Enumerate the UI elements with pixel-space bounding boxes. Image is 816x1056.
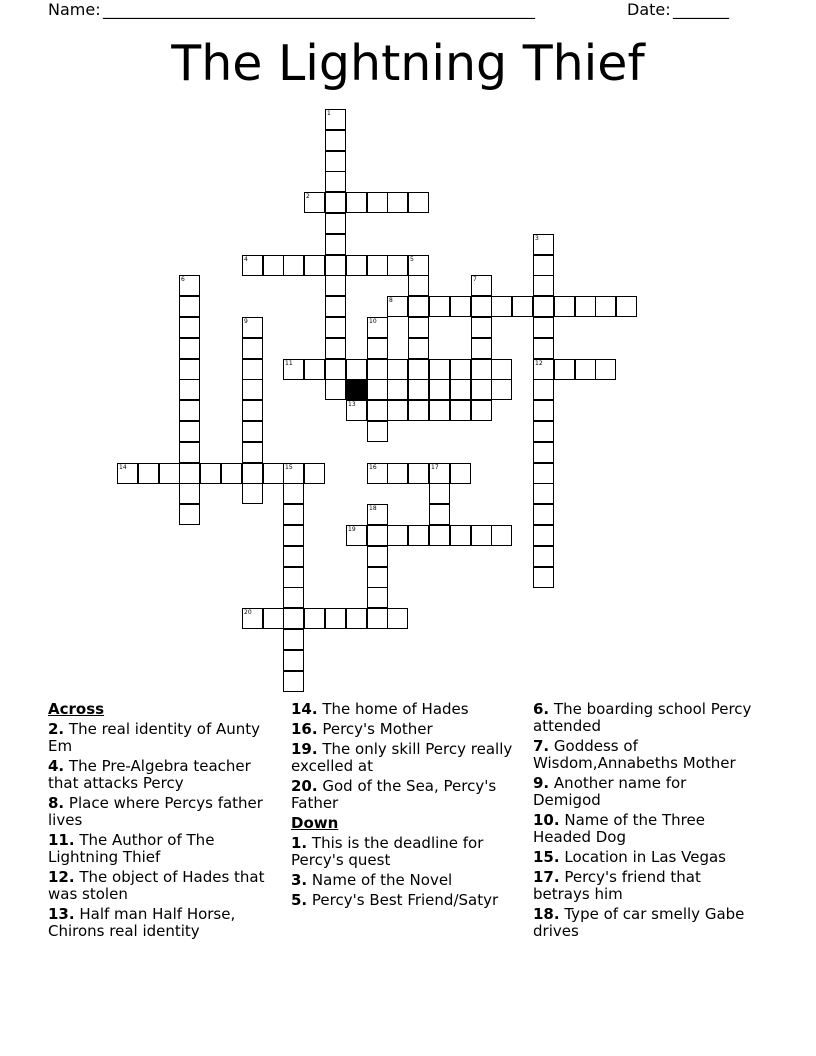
cell-number: 15 xyxy=(285,464,293,471)
grid-cell[interactable] xyxy=(283,463,304,484)
grid-cell[interactable] xyxy=(533,234,554,255)
clue-number: 2. xyxy=(48,720,65,738)
grid-cell[interactable] xyxy=(283,629,304,650)
clue-text: The boarding school Percy attended xyxy=(533,700,752,735)
grid-cell[interactable] xyxy=(408,317,429,338)
clues-column-2 xyxy=(291,701,516,912)
grid-cell[interactable] xyxy=(179,442,200,463)
grid-cell[interactable] xyxy=(367,525,388,546)
grid-cell[interactable] xyxy=(387,255,408,276)
grid-cell[interactable] xyxy=(367,359,388,380)
grid-cell[interactable] xyxy=(367,587,388,608)
grid-cell[interactable] xyxy=(450,463,471,484)
grid-cell[interactable] xyxy=(242,442,263,463)
grid-cell[interactable] xyxy=(408,338,429,359)
grid-cell[interactable] xyxy=(346,359,367,380)
grid-cell[interactable] xyxy=(429,463,450,484)
clue-text: The only skill Percy really excelled at xyxy=(291,740,513,775)
grid-cell[interactable] xyxy=(533,567,554,588)
across-clue xyxy=(291,721,516,738)
grid-cell[interactable] xyxy=(242,379,263,400)
grid-cell[interactable] xyxy=(554,359,575,380)
grid-cell[interactable] xyxy=(179,275,200,296)
down-heading: Down xyxy=(291,814,339,832)
clue-text: Name of the Three Headed Dog xyxy=(533,811,705,846)
grid-cell[interactable] xyxy=(179,504,200,525)
grid-cell[interactable] xyxy=(346,525,367,546)
grid-cell[interactable] xyxy=(367,504,388,525)
grid-cell[interactable] xyxy=(325,151,346,172)
grid-cell[interactable] xyxy=(159,463,180,484)
cell-number: 14 xyxy=(119,464,127,471)
grid-cell[interactable] xyxy=(408,400,429,421)
grid-cell[interactable] xyxy=(325,359,346,380)
grid-cell[interactable] xyxy=(304,359,325,380)
cell-number: 9 xyxy=(244,318,248,325)
grid-cell[interactable] xyxy=(533,255,554,276)
grid-cell[interactable] xyxy=(367,338,388,359)
grid-cell[interactable] xyxy=(263,463,284,484)
grid-cell[interactable] xyxy=(367,379,388,400)
grid-cell[interactable] xyxy=(575,359,596,380)
grid-cell[interactable] xyxy=(533,546,554,567)
grid-cell[interactable] xyxy=(491,359,512,380)
clue-text: This is the deadline for Percy's quest xyxy=(291,834,484,869)
grid-cell[interactable] xyxy=(325,296,346,317)
grid-cell[interactable] xyxy=(387,525,408,546)
across-heading: Across xyxy=(48,700,105,718)
grid-cell[interactable] xyxy=(346,255,367,276)
clue-text: Half man Half Horse, Chirons real identity xyxy=(48,905,236,940)
grid-cell[interactable] xyxy=(346,400,367,421)
grid-cell[interactable] xyxy=(387,359,408,380)
clue-number: 18. xyxy=(533,905,560,923)
grid-cell[interactable] xyxy=(533,463,554,484)
grid-cell[interactable] xyxy=(408,379,429,400)
grid-cell[interactable] xyxy=(242,338,263,359)
clues-column-3 xyxy=(533,701,758,943)
grid-cell[interactable] xyxy=(242,463,263,484)
across-clue xyxy=(48,758,276,792)
grid-cell[interactable] xyxy=(304,463,325,484)
clue-text: Percy's friend that betrays him xyxy=(533,868,701,903)
grid-cell[interactable] xyxy=(283,525,304,546)
down-clue xyxy=(533,812,758,846)
grid-cell[interactable] xyxy=(346,608,367,629)
clue-text: Name of the Novel xyxy=(311,871,453,889)
grid-cell[interactable] xyxy=(408,525,429,546)
grid-cell[interactable] xyxy=(471,296,492,317)
grid-cell[interactable] xyxy=(408,255,429,276)
grid-cell[interactable] xyxy=(283,671,304,692)
name-field[interactable]: ______________________________________________________ xyxy=(103,0,535,19)
page-title: The Lightning Thief xyxy=(171,35,645,92)
across-clue xyxy=(291,778,516,812)
date-label: Date: xyxy=(627,0,671,19)
across-clue xyxy=(291,701,516,718)
grid-cell[interactable] xyxy=(179,359,200,380)
down-clue xyxy=(533,775,758,809)
grid-cell[interactable] xyxy=(533,359,554,380)
grid-cell[interactable] xyxy=(387,463,408,484)
grid-cell[interactable] xyxy=(533,442,554,463)
grid-cell[interactable] xyxy=(387,608,408,629)
clue-number: 10. xyxy=(533,811,560,829)
grid-cell[interactable] xyxy=(533,317,554,338)
clue-number: 12. xyxy=(48,868,75,886)
clue-number: 1. xyxy=(291,834,308,852)
grid-cell[interactable] xyxy=(325,171,346,192)
grid-cell[interactable] xyxy=(471,359,492,380)
grid-cell[interactable] xyxy=(387,379,408,400)
clue-text: Type of car smelly Gabe drives xyxy=(533,905,745,940)
grid-cell[interactable] xyxy=(325,338,346,359)
cell-number: 3 xyxy=(535,235,539,242)
cell-number: 19 xyxy=(348,526,356,533)
clue-text: God of the Sea, Percy's Father xyxy=(291,777,497,812)
across-clue xyxy=(48,906,276,940)
clue-number: 8. xyxy=(48,794,65,812)
grid-cell[interactable] xyxy=(471,317,492,338)
cell-number: 2 xyxy=(306,193,310,200)
grid-cell[interactable] xyxy=(242,400,263,421)
grid-cell[interactable] xyxy=(554,296,575,317)
grid-cell[interactable] xyxy=(242,421,263,442)
grid-cell[interactable] xyxy=(533,296,554,317)
grid-cell[interactable] xyxy=(367,255,388,276)
grid-cell[interactable] xyxy=(283,546,304,567)
cell-number: 6 xyxy=(181,276,185,283)
grid-cell[interactable] xyxy=(429,504,450,525)
grid-cell[interactable] xyxy=(387,296,408,317)
grid-cell[interactable] xyxy=(221,463,242,484)
grid-cell[interactable] xyxy=(491,296,512,317)
clue-number: 9. xyxy=(533,774,550,792)
grid-cell[interactable] xyxy=(533,275,554,296)
down-clue xyxy=(533,849,758,866)
grid-cell[interactable] xyxy=(325,317,346,338)
clue-text: The object of Hades that was stolen xyxy=(48,868,265,903)
down-clue xyxy=(533,906,758,940)
grid-cell[interactable] xyxy=(242,359,263,380)
across-clue xyxy=(48,832,276,866)
grid-cell[interactable] xyxy=(450,359,471,380)
grid-cell[interactable] xyxy=(533,421,554,442)
cell-number: 11 xyxy=(285,360,293,367)
grid-cell[interactable] xyxy=(179,296,200,317)
clue-number: 19. xyxy=(291,740,318,758)
grid-cell[interactable] xyxy=(283,359,304,380)
grid-cell[interactable] xyxy=(408,192,429,213)
grid-cell[interactable] xyxy=(179,317,200,338)
clue-number: 5. xyxy=(291,891,308,909)
grid-cell[interactable] xyxy=(263,255,284,276)
clue-text: Percy's Best Friend/Satyr xyxy=(311,891,499,909)
grid-cell[interactable] xyxy=(387,400,408,421)
grid-cell[interactable] xyxy=(429,379,450,400)
clue-text: The home of Hades xyxy=(322,700,469,718)
grid-cell[interactable] xyxy=(408,275,429,296)
grid-cell[interactable] xyxy=(408,359,429,380)
grid-cell[interactable] xyxy=(471,275,492,296)
grid-cell[interactable] xyxy=(533,338,554,359)
clue-number: 14. xyxy=(291,700,318,718)
grid-cell[interactable] xyxy=(595,296,616,317)
clue-number: 6. xyxy=(533,700,550,718)
grid-cell[interactable] xyxy=(200,463,221,484)
grid-cell[interactable] xyxy=(450,525,471,546)
grid-cell[interactable] xyxy=(179,400,200,421)
down-clue xyxy=(533,701,758,735)
grid-cell[interactable] xyxy=(429,359,450,380)
grid-cell[interactable] xyxy=(533,483,554,504)
grid-cell[interactable] xyxy=(283,255,304,276)
grid-cell[interactable] xyxy=(367,608,388,629)
grid-cell[interactable] xyxy=(491,525,512,546)
clue-text: Location in Las Vegas xyxy=(564,848,726,866)
grid-cell[interactable] xyxy=(533,504,554,525)
clue-text: Goddess of Wisdom,Annabeths Mother xyxy=(533,737,736,772)
grid-cell[interactable] xyxy=(429,400,450,421)
name-label: Name: xyxy=(48,0,101,19)
grid-cell[interactable] xyxy=(179,421,200,442)
grid-cell[interactable] xyxy=(367,463,388,484)
clue-text: Another name for Demigod xyxy=(533,774,687,809)
cell-number: 16 xyxy=(369,464,377,471)
grid-cell[interactable] xyxy=(595,359,616,380)
grid-cell[interactable] xyxy=(429,296,450,317)
grid-cell[interactable] xyxy=(325,213,346,234)
grid-cell[interactable] xyxy=(429,483,450,504)
grid-cell[interactable] xyxy=(325,379,346,400)
cell-number: 20 xyxy=(244,609,252,616)
grid-cell[interactable] xyxy=(283,504,304,525)
grid-cell[interactable] xyxy=(367,317,388,338)
clue-number: 20. xyxy=(291,777,318,795)
cell-number: 8 xyxy=(389,297,393,304)
grid-cell[interactable] xyxy=(367,567,388,588)
clue-number: 4. xyxy=(48,757,65,775)
grid-cell[interactable] xyxy=(304,608,325,629)
cell-number: 12 xyxy=(535,360,543,367)
grid-cell[interactable] xyxy=(471,379,492,400)
cell-number: 10 xyxy=(369,318,377,325)
down-clue xyxy=(533,738,758,772)
down-clue xyxy=(291,872,516,889)
grid-cell[interactable] xyxy=(367,400,388,421)
grid-cell[interactable] xyxy=(512,296,533,317)
grid-cell[interactable] xyxy=(283,650,304,671)
grid-cell[interactable] xyxy=(367,192,388,213)
grid-cell[interactable] xyxy=(533,525,554,546)
grid-cell[interactable] xyxy=(325,130,346,151)
grid-cell[interactable] xyxy=(367,421,388,442)
clue-text: The Author of The Lightning Thief xyxy=(48,831,215,866)
across-clue xyxy=(48,721,276,755)
across-clue xyxy=(48,869,276,903)
grid-cell[interactable] xyxy=(179,379,200,400)
grid-cell[interactable] xyxy=(575,296,596,317)
down-clue xyxy=(291,892,516,909)
grid-cell[interactable] xyxy=(346,192,367,213)
grid-cell[interactable] xyxy=(263,608,284,629)
grid-cell[interactable] xyxy=(242,483,263,504)
clue-text: The real identity of Aunty Em xyxy=(48,720,261,755)
grid-cell[interactable] xyxy=(450,379,471,400)
cell-number: 13 xyxy=(348,401,356,408)
clue-number: 7. xyxy=(533,737,550,755)
clue-number: 3. xyxy=(291,871,308,889)
grid-cell[interactable] xyxy=(616,296,637,317)
grid-cell[interactable] xyxy=(179,338,200,359)
grid-cell[interactable] xyxy=(242,317,263,338)
clue-text: Percy's Mother xyxy=(322,720,433,738)
clue-text: The Pre-Algebra teacher that attacks Percy xyxy=(48,757,251,792)
grid-cell[interactable] xyxy=(429,525,450,546)
grid-cell[interactable] xyxy=(283,608,304,629)
grid-cell[interactable] xyxy=(450,296,471,317)
grid-cell[interactable] xyxy=(325,109,346,130)
grid-cell[interactable] xyxy=(242,608,263,629)
date-field[interactable]: _______ xyxy=(673,0,729,19)
grid-cell[interactable] xyxy=(242,255,263,276)
down-clue xyxy=(533,869,758,903)
grid-cell[interactable] xyxy=(491,379,512,400)
grid-cell[interactable] xyxy=(283,587,304,608)
grid-cell[interactable] xyxy=(179,483,200,504)
clue-number: 17. xyxy=(533,868,560,886)
grid-cell[interactable] xyxy=(325,275,346,296)
grid-cell[interactable] xyxy=(533,400,554,421)
cell-number: 17 xyxy=(431,464,439,471)
grid-cell[interactable] xyxy=(367,546,388,567)
grid-cell[interactable] xyxy=(471,525,492,546)
down-clue xyxy=(291,835,516,869)
grid-cell[interactable] xyxy=(387,192,408,213)
cell-number: 7 xyxy=(473,276,477,283)
grid-cell[interactable] xyxy=(179,463,200,484)
clues-column-1 xyxy=(48,701,276,943)
clue-number: 16. xyxy=(291,720,318,738)
grid-cell[interactable] xyxy=(533,379,554,400)
cell-number: 4 xyxy=(244,256,248,263)
clue-number: 13. xyxy=(48,905,75,923)
clue-number: 11. xyxy=(48,831,75,849)
grid-cell[interactable] xyxy=(450,400,471,421)
clue-text: Place where Percys father lives xyxy=(48,794,263,829)
grid-cell[interactable] xyxy=(471,338,492,359)
cell-number: 1 xyxy=(327,110,331,117)
grid-cell[interactable] xyxy=(471,400,492,421)
grid-cell[interactable] xyxy=(325,234,346,255)
grid-cell[interactable] xyxy=(283,567,304,588)
grid-cell[interactable] xyxy=(304,255,325,276)
grid-cell[interactable] xyxy=(325,192,346,213)
clue-number: 15. xyxy=(533,848,560,866)
black-cell xyxy=(346,379,367,400)
grid-cell[interactable] xyxy=(408,463,429,484)
grid-cell[interactable] xyxy=(325,255,346,276)
cell-number: 5 xyxy=(410,256,414,263)
grid-cell[interactable] xyxy=(304,192,325,213)
grid-cell[interactable] xyxy=(325,608,346,629)
grid-cell[interactable] xyxy=(408,296,429,317)
across-clue xyxy=(48,795,276,829)
cell-number: 18 xyxy=(369,505,377,512)
grid-cell[interactable] xyxy=(117,463,138,484)
across-clue xyxy=(291,741,516,775)
grid-cell[interactable] xyxy=(283,483,304,504)
grid-cell[interactable] xyxy=(138,463,159,484)
